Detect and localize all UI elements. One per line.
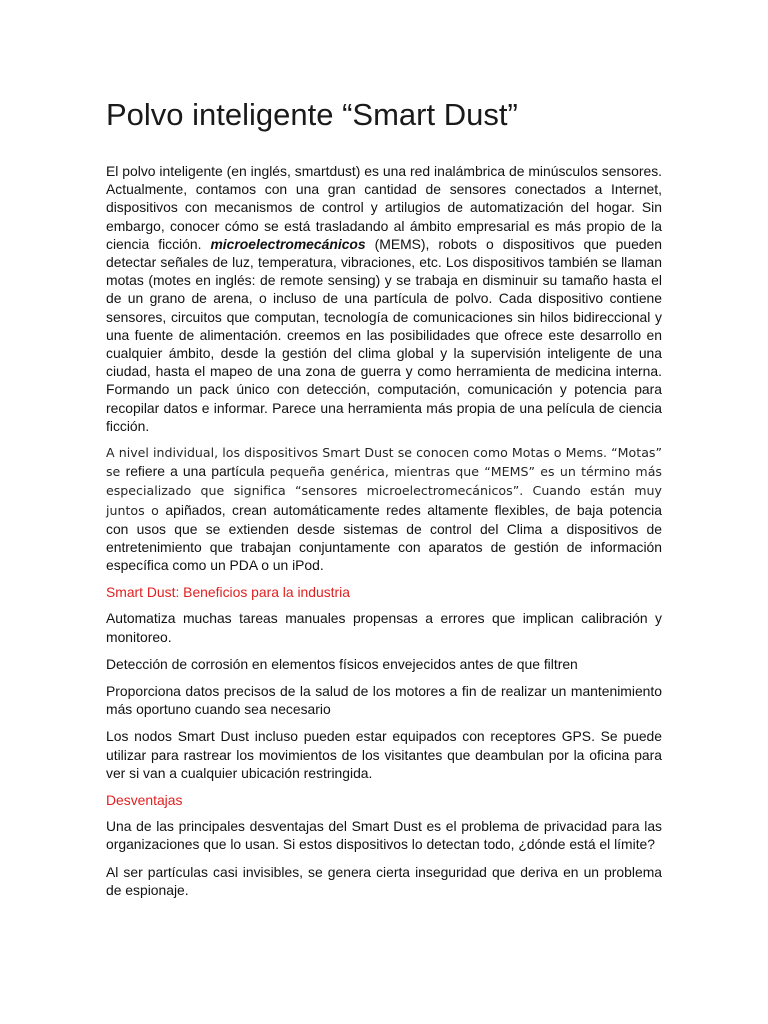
intro-paragraph [106, 162, 662, 435]
benefit-item: Automatiza muchas tareas manuales propensas a errores que implican calibración y monitoreo. [106, 610, 662, 645]
benefit-item: Detección de corrosión en elementos físicos envejecidos antes de que filtren [106, 655, 578, 672]
individual-text-3: apiñados, crean automáticamente redes altamente flexibles, de baja potencia con usos que se extienden desde sistemas de control del Clima a dispositivos de entretenimiento que trabajan conjuntamente con aparatos de gestión de información específica como un PDA o un iPod. [106, 501, 662, 574]
benefits-heading: Smart Dust: Beneficios para la industria [106, 584, 350, 601]
intro-emphasis: microelectromecánicos [210, 235, 366, 252]
document-title: Polvo inteligente “Smart Dust” [106, 97, 518, 132]
benefit-item: Proporciona datos precisos de la salud de los motores a fin de realizar un mantenimiento más oportuno cuando sea necesario [106, 683, 662, 718]
document-body [106, 162, 662, 899]
benefit-item: Los nodos Smart Dust incluso pueden estar equipados con receptores GPS. Se puede utilizar para rastrear los movimientos de los visitantes que deambulan por la oficina para ver si van a cualquier ubicación restringida. [106, 728, 662, 781]
individual-text-alt1: A nivel individual, los dispositivos Smart Dust se conocen como Motas o Mems. “Motas” se [106, 445, 662, 480]
disadvantages-heading: Desventajas [106, 792, 183, 809]
disadvantage-item: Una de las principales desventajas del Smart Dust es el problema de privacidad para las organizaciones que lo usan. Si estos dispositivos lo detectan todo, ¿dónde está el límite? [106, 818, 662, 853]
disadvantage-item: Al ser partículas casi invisibles, se genera cierta inseguridad que deriva en un problema de espionaje. [106, 863, 662, 898]
intro-text-part2: (MEMS), robots o dispositivos que pueden detectar señales de luz, temperatura, vibraciones, etc. Los dispositivos también se llaman motas (motes en inglés: de remote sensing) y se trabaja en disminuir su tamaño hasta el de un grano de arena, o incluso de una partícula de polvo. Cada dispositivo contiene sensores, circuitos que computan, tecnología de comunicaciones sin hilos bidireccional y una fuente de alimentación. creemos en las posibilidades que ofrece este desarrollo en cualquier ámbito, desde la gestión del clima global y la supervisión inteligente de una ciudad, hasta el mapeo de una zona de guerra y como herramienta de medicina interna. Formando un pack único con detección, computación, comunicación y potencia para recopilar datos e informar. Parece una herramienta más propia de una película de ciencia ficción. [106, 235, 662, 434]
individual-text-alt2: pequeña genérica, mientras que “MEMS” es un término más especializado que significa “sensores microelectromecánicos”. Cuando están muy juntos o [106, 464, 662, 518]
intro-text-part1: El polvo inteligente (en inglés, smartdust) es una red inalámbrica de minúsculos sensores. Actualmente, contamos con una gran cantidad de sensores conectados a Internet, dispositivos con mecanismos de control y artilugios de automatización del hogar. Sin embargo, conocer cómo se está trasladando al ámbito empresarial es más propio de la ciencia ficción. [106, 163, 662, 252]
individual-paragraph [106, 443, 662, 574]
individual-text-2: refiere a una partícula [125, 463, 270, 480]
